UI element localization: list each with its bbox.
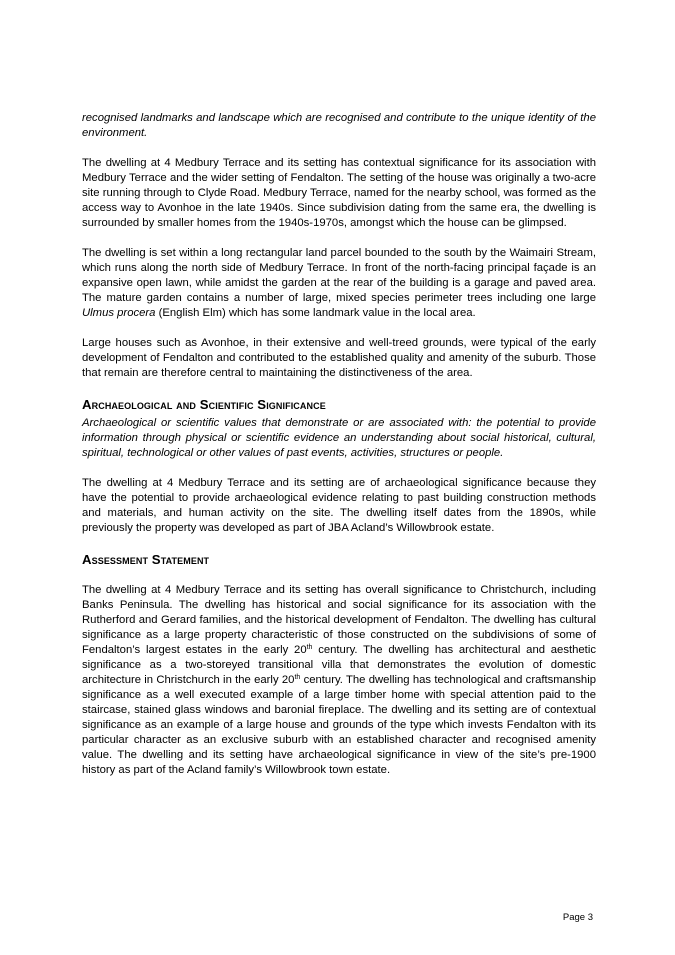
- contextual-paragraph-3: Large houses such as Avonhoe, in their extensive and well-treed grounds, were typical of the early development of Fendalton and contributed to the established quality and amenity of the suburb. Those that remain are therefore central to maintaining the distinctiveness of the area.: [82, 337, 596, 379]
- superscript-th-1: th: [306, 644, 313, 651]
- assessment-paragraph: [82, 583, 596, 778]
- intro-italic-text: recognised landmarks and landscape which are recognised and contribute to the unique identity of the environment.: [82, 112, 596, 139]
- assessment-heading: Assessment Statement: [82, 552, 210, 567]
- contextual-paragraph-2-end: (English Elm) which has some landmark value in the local area.: [155, 307, 476, 319]
- assessment-part-2: century. The dwelling has architectural and aesthetic significance as a two-storeyed transitional villa that demonstrates the evolution of domestic architecture in Christchurch in the early 20: [82, 644, 596, 686]
- contextual-paragraph-1: The dwelling at 4 Medbury Terrace and its setting has contextual significance for its association with Medbury Terrace and the wider setting of Fendalton. The setting of the house was originally a two-acre site running through to Clyde Road. Medbury Terrace, named for the nearby school, was formed as the access way to Avonhoe in the late 1940s. Since subdivision dating from the same era, the dwelling is surrounded by smaller homes from the 1940s-1970s, amongst which the house can be glimpsed.: [82, 157, 596, 229]
- archaeological-heading: Archaeological and Scientific Significance: [82, 397, 326, 412]
- archaeological-definition: Archaeological or scientific values that demonstrate or are associated with: the potential to provide information through physical or scientific evidence an understanding about social historical, cultural, spiritual, technological or other values of past events, activities, structures or people.: [82, 417, 596, 459]
- assessment-part-1: The dwelling at 4 Medbury Terrace and its setting has overall significance to Christchurch, including Banks Peninsula. The dwelling has historical and social significance for its association with the Rutherford and Gerard families, and the historical development of Fendalton. The dwelling has cultural significance as a large property characteristic of those constructed on the subdivisions of some of Fendalton’s largest estates in the early 20: [82, 584, 596, 656]
- contextual-paragraph-2-start: The dwelling is set within a long rectangular land parcel bounded to the south by the Waimairi Stream, which runs along the north side of Medbury Terrace. In front of the north-facing principal façade is an expansive open lawn, while amidst the garden at the rear of the building is a garage and paved area. The mature garden contains a number of large, mixed species perimeter trees including one large: [82, 247, 596, 304]
- assessment-part-3: century. The dwelling has technological and craftsmanship significance as a well executed example of a large timber home with special attention paid to the staircase, stained glass windows and baronial fireplace. The dwelling and its setting are of contextual significance as an example of a large house and grounds of the type which invests Fendalton with its particular character as an exclusive suburb with an established character and recognised amenity value. The dwelling and its setting have archaeological significance in view of the site’s pre-1900 history as part of the Acland family’s Willowbrook town estate.: [82, 674, 596, 776]
- page-content: [82, 111, 596, 793]
- species-name: Ulmus procera: [82, 307, 156, 319]
- page-number: Page 3: [562, 912, 593, 923]
- archaeological-paragraph: The dwelling at 4 Medbury Terrace and its setting are of archaeological significance because they have the potential to provide archaeological evidence relating to past building construction methods and materials, and human activity on the site. The dwelling itself dates from the 1890s, while previously the property was developed as part of JBA Acland’s Willowbrook estate.: [82, 477, 596, 534]
- superscript-th-2: th: [294, 674, 301, 681]
- contextual-paragraph-2: [82, 246, 596, 321]
